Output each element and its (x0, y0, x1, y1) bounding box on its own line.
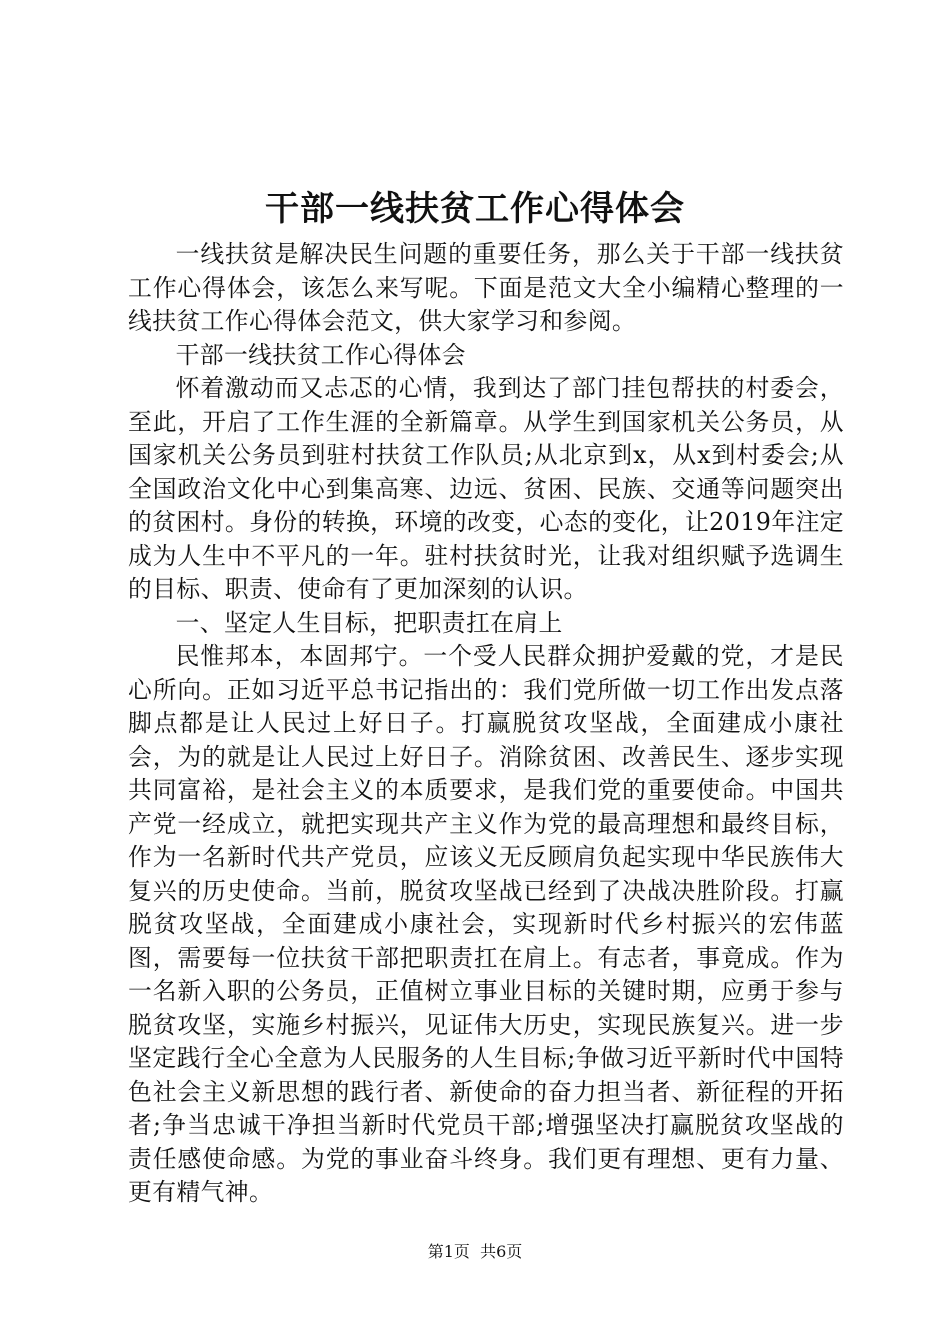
intro-paragraph: 一线扶贫是解决民生问题的重要任务，那么关于干部一线扶贫工作心得体会，该怎么来写呢。下面是范文大全小编精心整理的一线扶贫工作心得体会范文，供大家学习和参阅。 (128, 240, 844, 335)
body-paragraph: 民惟邦本，本固邦宁。一个受人民群众拥护爱戴的党，才是民心所向。正如习近平总书记指出的：我们党所做一切工作出发点落脚点都是让人民过上好日子。打赢脱贫攻坚战，全面建成小康社会，为的就是让人民过上好日子。消除贫困、改善民生、逐步实现共同富裕，是社会主义的本质要求，是我们党的重要使命。中国共产党一经成立，就把实现共产主义作为党的最高理想和最终目标，作为一名新时代共产党员，应该义无反顾肩负起实现中华民族伟大复兴的历史使命。当前，脱贫攻坚战已经到了决战决胜阶段。打赢脱贫攻坚战，全面建成小康社会，实现新时代乡村振兴的宏伟蓝图，需要每一位扶贫干部把职责扛在肩上。有志者，事竟成。作为一名新入职的公务员，正值树立事业目标的关键时期，应勇于参与脱贫攻坚，实施乡村振兴，见证伟大历史，实现民族复兴。进一步坚定践行全心全意为人民服务的人生目标;争做习近平新时代中国特色社会主义新思想的践行者、新使命的奋力担当者、新征程的开拓者;争当忠诚干净担当新时代党员干部;增强坚决打赢脱贫攻坚战的责任感使命感。为党的事业奋斗终身。我们更有理想、更有力量、更有精气神。 (128, 642, 844, 1206)
section-heading: 一、坚定人生目标，把职责扛在肩上 (175, 608, 563, 637)
page-number: 第1页 (427, 1242, 470, 1261)
page-total: 共6页 (480, 1242, 523, 1261)
document-body (128, 238, 844, 1210)
body-paragraph: 怀着激动而又忐忑的心情，我到达了部门挂包帮扶的村委会，至此，开启了工作生涯的全新篇章。从学生到国家机关公务员，从国家机关公务员到驻村扶贫工作队员;从北京到x，从x到村委会;从全国政治文化中心到集高寒、边远、贫困、民族、交通等问题突出的贫困村。身份的转换，环境的改变，心态的变化，让2019年注定成为人生中不平凡的一年。驻村扶贫时光，让我对组织赋予选调生的目标、职责、使命有了更加深刻的认识。 (128, 374, 844, 603)
footer-gap (470, 1242, 480, 1261)
subtitle-paragraph: 干部一线扶贫工作心得体会 (175, 340, 466, 369)
document-title: 干部一线扶贫工作心得体会 (265, 189, 685, 229)
page-footer (0, 1241, 950, 1263)
